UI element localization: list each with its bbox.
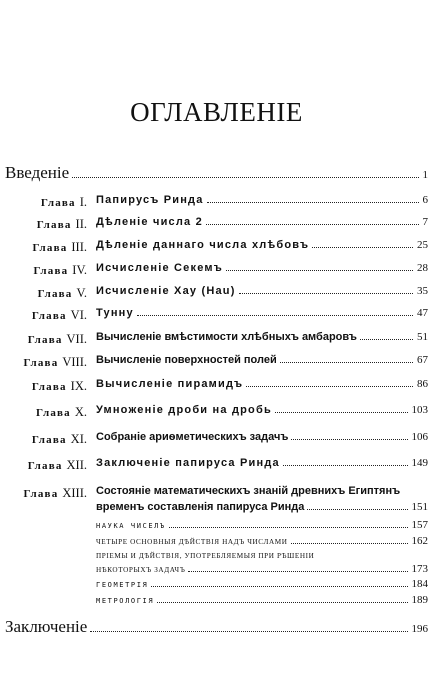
- toc-subsection-cont[interactable]: НѢКОТОРЫХЪ ЗАДАЧЪ 173: [96, 563, 428, 575]
- chapter-number: Глава XIII.: [23, 486, 87, 500]
- conclusion-page: 196: [411, 623, 428, 635]
- chapter-page: 7: [422, 216, 428, 228]
- dot-leader: [90, 631, 407, 632]
- chapter-title: Исчисленіе Секемъ: [96, 262, 223, 274]
- toc-conclusion[interactable]: [5, 617, 428, 637]
- chapter-title: Вычисленіе пирамидъ: [96, 378, 244, 390]
- chapter-page: 25: [417, 239, 428, 251]
- toc-chapter-1[interactable]: [0, 193, 433, 211]
- intro-label: Введеніе: [5, 163, 70, 182]
- chapter-number: Глава VI.: [31, 308, 87, 322]
- chapter-number: Глава XII.: [27, 458, 87, 472]
- toc-chapter-5[interactable]: [0, 284, 433, 302]
- chapter-title: Умноженіе дроби на дробь: [96, 404, 272, 416]
- toc-subsection[interactable]: МЕТРОЛОГІЯ 189: [96, 594, 428, 606]
- toc-chapter-11[interactable]: [0, 430, 433, 448]
- toc-chapter-3[interactable]: [0, 238, 433, 256]
- chapter-title: Папирусъ Ринда: [96, 194, 204, 206]
- chapter-number: Глава VIII.: [23, 355, 87, 369]
- chapter-title: Дѣленіе даннаго числа хлѣбовъ: [96, 239, 310, 251]
- chapter-page: 6: [422, 194, 428, 206]
- page-title: ОГЛАВЛЕНІЕ: [130, 97, 303, 127]
- chapter-title-cont: временъ составленія папируса Ринда: [96, 501, 305, 513]
- toc-chapter-6[interactable]: [0, 306, 433, 324]
- chapter-title: Дѣленіе числа 2: [96, 216, 203, 228]
- toc-subsection[interactable]: ПРІЕМЫ И ДѢЙСТВІЯ, УПОТРЕБЛЯЕМЫЯ ПРИ РѢШЕНІИ: [96, 552, 315, 560]
- chapter-title: Заключеніе папируса Ринда: [96, 457, 280, 469]
- toc-subsection[interactable]: ЧЕТЫРЕ ОСНОВНЫЯ ДѢЙСТВІЯ НАДЪ ЧИСЛАМИ 162: [96, 535, 428, 547]
- chapter-title: Собраніе ариѳметическихъ задачъ: [96, 431, 289, 443]
- chapter-number: Глава II.: [36, 217, 87, 231]
- chapter-page: 35: [417, 285, 428, 297]
- chapter-number: Глава VII.: [27, 332, 87, 346]
- chapter-page: 151: [411, 501, 428, 513]
- chapter-number: Глава IV.: [33, 263, 87, 277]
- chapter-page: 149: [411, 457, 428, 469]
- toc-chapter-7[interactable]: [0, 330, 433, 348]
- chapter-title: Тунну: [96, 307, 134, 319]
- chapter-title: Вычисленіе поверхностей полей: [96, 354, 277, 366]
- chapter-page: 51: [417, 331, 428, 343]
- chapter-number: Глава XI.: [31, 432, 87, 446]
- toc-chapter-9[interactable]: [0, 377, 433, 395]
- chapter-page: 86: [417, 378, 428, 390]
- toc-chapter-13[interactable]: [0, 484, 433, 514]
- toc-chapter-4[interactable]: [0, 261, 433, 279]
- chapter-title: Исчисленіе Хау (Нau): [96, 285, 236, 297]
- toc-chapter-12[interactable]: [0, 456, 433, 474]
- chapter-number: Глава IX.: [31, 379, 87, 393]
- intro-page: 1: [422, 169, 428, 181]
- chapter-number: Глава I.: [40, 195, 87, 209]
- toc-chapter-8[interactable]: [0, 353, 433, 371]
- toc-chapter-2[interactable]: [0, 215, 433, 233]
- toc-chapter-10[interactable]: [0, 403, 433, 421]
- chapter-page: 106: [411, 431, 428, 443]
- toc-subsection[interactable]: ГЕОМЕТРІЯ 184: [96, 578, 428, 590]
- toc-intro[interactable]: [5, 163, 428, 183]
- chapter-page: 47: [417, 307, 428, 319]
- chapter-page: 67: [417, 354, 428, 366]
- chapter-page: 28: [417, 262, 428, 274]
- conclusion-label: Заключеніе: [5, 617, 88, 636]
- chapter-number: Глава III.: [32, 240, 87, 254]
- chapter-number: Глава X.: [36, 405, 87, 419]
- chapter-title: Вычисленіе вмѣстимости хлѣбныхъ амбаровъ: [96, 331, 357, 343]
- chapter-number: Глава V.: [37, 286, 87, 300]
- chapter-title: Состояніе математическихъ знаній древнихъ Египтянъ: [96, 485, 401, 497]
- chapter-page: 103: [411, 404, 428, 416]
- toc-subsection[interactable]: НАУКА ЧИСЕЛЪ 157: [96, 519, 428, 531]
- dot-leader: [72, 177, 418, 178]
